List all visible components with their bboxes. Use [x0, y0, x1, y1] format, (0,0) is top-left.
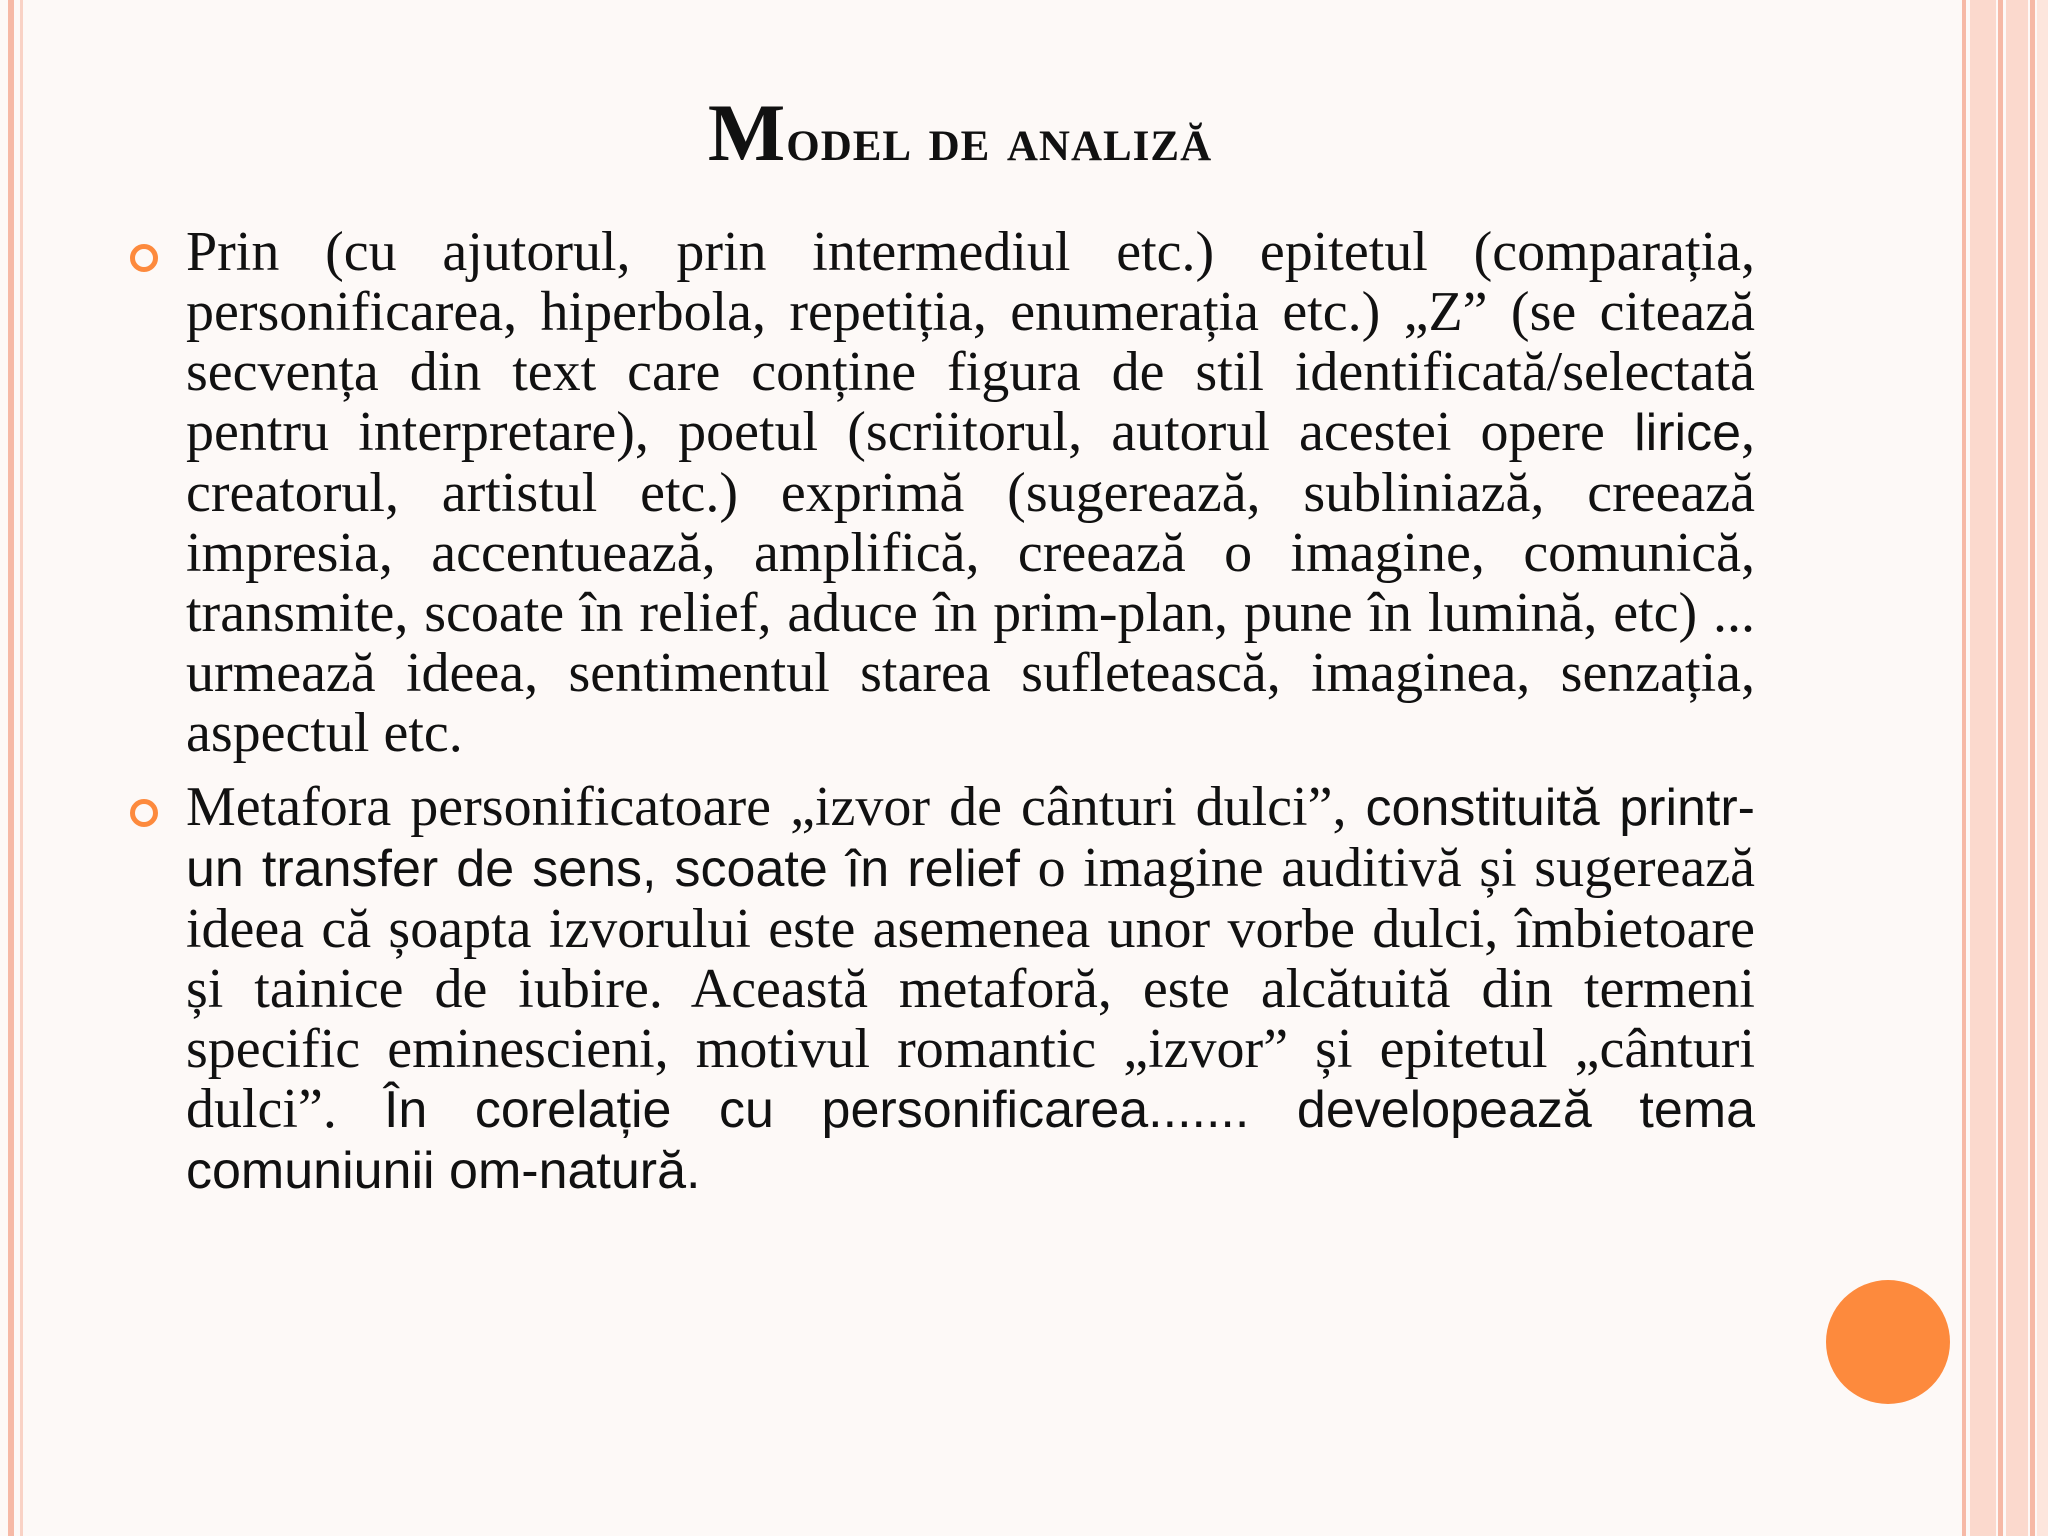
right-border-stripe [1970, 0, 1996, 1536]
slide-title [0, 86, 1920, 180]
circle-bullet-icon [130, 799, 158, 827]
title-first-letter: M [707, 87, 787, 178]
right-border-stripe [2030, 0, 2035, 1536]
bullet-item [130, 777, 1755, 1201]
bullet-item [130, 222, 1755, 763]
right-border-stripe [1998, 0, 2003, 1536]
left-border-line [8, 0, 14, 1536]
circle-bullet-icon [130, 244, 158, 272]
bullet-1-text-part2: , creatorul, artistul etc.) exprimă (sugerează, subliniază, creează impresia, accentuează, amplifică, creează o imagine, comunică, transmite, scoate în relief, aduce în prim-plan, pune în lumină, etc) ... urmează ideea, sentimentul starea sufletească, imaginea, senzația, aspectul etc. [186, 401, 1755, 764]
bullet-1-text-sans: lirice [1634, 404, 1741, 462]
right-border-stripe [1962, 0, 1966, 1536]
slide-content [130, 222, 1755, 1215]
bullet-2-text-part1: Metafora personificatoare „izvor de cânturi dulci”, [186, 776, 1366, 838]
bullet-2-text-sans2: În corelație cu personificarea....... developează tema comuniunii om-natură. [186, 1081, 1756, 1200]
right-border-stripe [2006, 0, 2028, 1536]
left-border-line-inner [20, 0, 23, 1536]
bullet-2-text-sans1: constituită printr-un transfer de sens, scoate în relief [186, 779, 1756, 898]
bullet-paragraph-2 [186, 777, 1755, 1201]
orange-dot-icon [1826, 1280, 1950, 1404]
title-rest: odel de analiză [786, 106, 1213, 174]
bullet-2-text-part2: o imagine auditivă și sugerează ideea că șoapta izvorului este asemenea unor vorbe dulci, îmbietoare și tainice de iubire. Această metaforă, este alcătuită din termeni specific eminescieni, motivul romantic „izvor” și epitetul „cânturi dulci”. [186, 837, 1755, 1140]
right-border-stripe [2037, 0, 2048, 1536]
bullet-paragraph-1 [186, 222, 1755, 763]
bullet-1-text-part1: Prin (cu ajutorul, prin intermediul etc.) epitetul (comparația, personificarea, hiperbola, repetiția, enumerația etc.) „Z” (se citează secvența din text care conține figura de stil identificată/selectată pentru interpretare), poetul (scriitorul, autorul acestei opere [186, 221, 1755, 463]
